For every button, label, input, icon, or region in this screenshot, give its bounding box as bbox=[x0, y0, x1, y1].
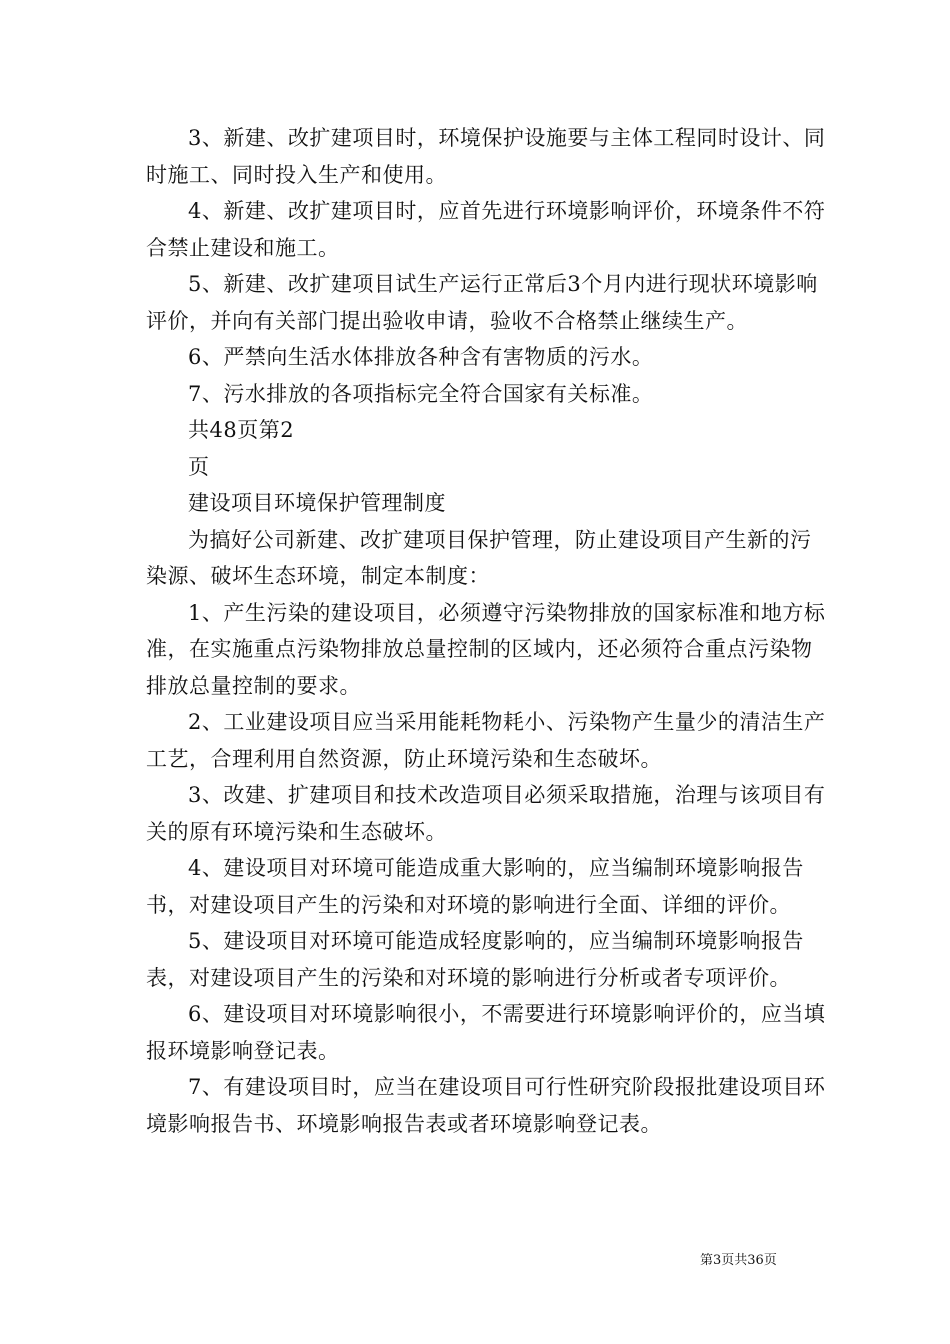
rule-item-5: 5、建设项目对环境可能造成轻度影响的，应当编制环境影响报告表，对建设项目产生的污染和对环境的影响进行分析或者专项评价。 bbox=[146, 929, 804, 990]
rule-item-7: 7、有建设项目时，应当在建设项目可行性研究阶段报批建设项目环境影响报告书、环境影响报告表或者环境影响登记表。 bbox=[146, 1075, 826, 1136]
rule-item-4: 4、建设项目对环境可能造成重大影响的，应当编制环境影响报告书，对建设项目产生的污染和对环境的影响进行全面、详细的评价。 bbox=[146, 856, 804, 917]
section-title: 建设项目环境保护管理制度 bbox=[188, 491, 446, 515]
paragraph-item-3: 3、新建、改扩建项目时，环境保护设施要与主体工程同时设计、同时施工、同时投入生产和使用。 bbox=[146, 126, 826, 187]
inline-page-marker: 共48页第2 bbox=[188, 418, 295, 442]
paragraph-item-4: 4、新建、改扩建项目时，应首先进行环境影响评价，环境条件不符合禁止建设和施工。 bbox=[146, 199, 826, 260]
paragraph-item-6: 6、严禁向生活水体排放各种含有害物质的污水。 bbox=[188, 345, 654, 369]
inline-page-marker-suffix: 页 bbox=[188, 454, 210, 479]
rule-item-6: 6、建设项目对环境影响很小，不需要进行环境影响评价的，应当填报环境影响登记表。 bbox=[146, 1002, 826, 1063]
rule-item-3: 3、改建、扩建项目和技术改造项目必须采取措施，治理与该项目有关的原有环境污染和生态破坏。 bbox=[146, 783, 826, 844]
section-intro: 为搞好公司新建、改扩建项目保护管理，防止建设项目产生新的污染源、破坏生态环境，制定本制度： bbox=[146, 527, 812, 588]
paragraph-item-5: 5、新建、改扩建项目试生产运行正常后3个月内进行现状环境影响评价，并向有关部门提出验收申请，验收不合格禁止继续生产。 bbox=[146, 272, 818, 333]
rule-item-2: 2、工业建设项目应当采用能耗物耗小、污染物产生量少的清洁生产工艺，合理利用自然资源，防止环境污染和生态破坏。 bbox=[146, 710, 826, 771]
paragraph-item-7: 7、污水排放的各项指标完全符合国家有关标准。 bbox=[188, 381, 654, 406]
document-body bbox=[146, 120, 832, 1142]
page-footer: 第3页共36页 bbox=[700, 1253, 777, 1268]
rule-item-1: 1、产生污染的建设项目，必须遵守污染物排放的国家标准和地方标准，在实施重点污染物排放总量控制的区域内，还必须符合重点污染物排放总量控制的要求。 bbox=[146, 600, 826, 698]
